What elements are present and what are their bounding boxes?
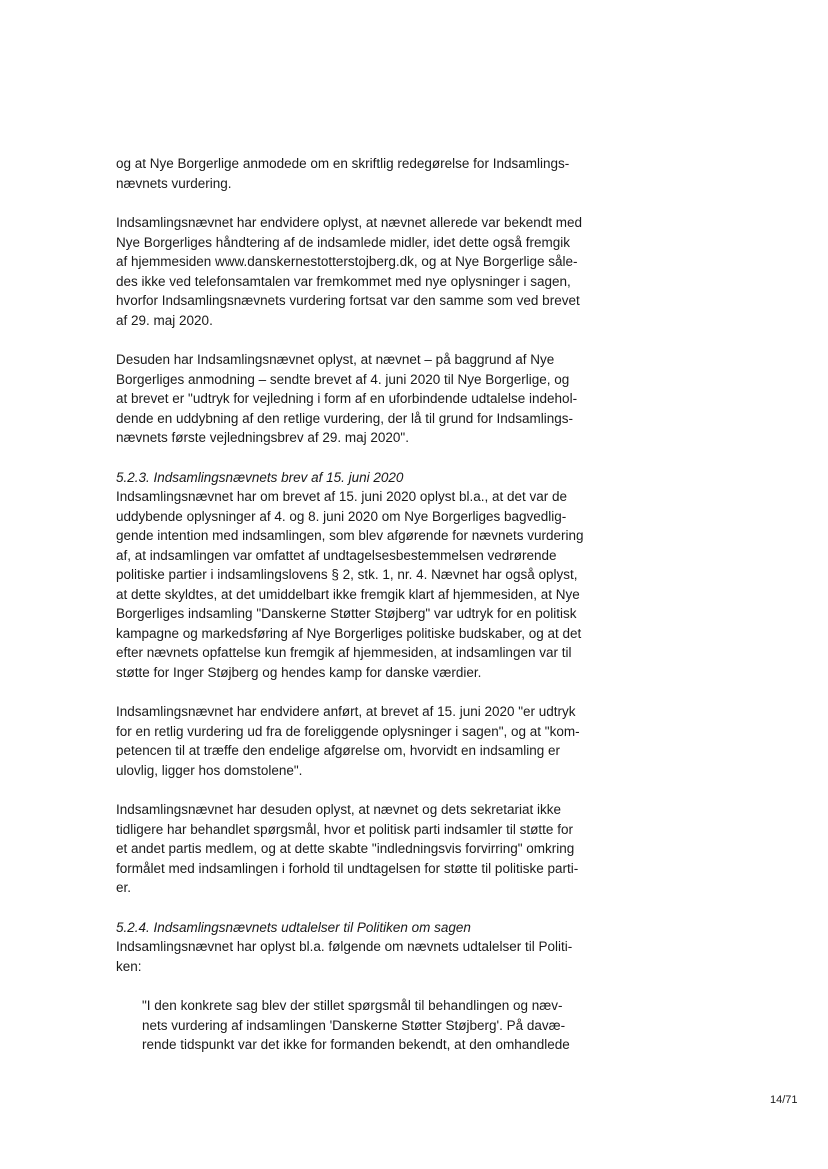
text-line: Indsamlingsnævnet har endvidere anført, at brevet af 15. juni 2020 "er udtryk <box>116 704 576 719</box>
text-line: ulovlig, ligger hos domstolene". <box>116 762 303 778</box>
text-line: tidligere har behandlet spørgsmål, hvor et politisk parti indsamler til støtte for <box>116 821 573 837</box>
text-line: at dette skyldtes, at det umiddelbart ikke fremgik klart af hjemmesiden, at Nye <box>116 586 580 602</box>
document-body <box>116 154 611 1075</box>
section <box>116 918 611 977</box>
text-line: petencen til at træffe den endelige afgørelse om, hvorvidt en indsamling er <box>116 743 561 758</box>
text-line: Indsamlingsnævnet har desuden oplyst, at nævnet og dets sekretariat ikke <box>116 802 561 817</box>
text-line: des ikke ved telefonsamtalen var fremkommet med nye oplysninger i sagen, <box>116 273 571 289</box>
text-line: er. <box>116 880 132 895</box>
paragraph <box>116 213 611 330</box>
page-number: 14/71 <box>770 1094 798 1106</box>
text-line: dende en uddybning af den retlige vurdering, der lå til grund for Indsamlings- <box>116 410 574 426</box>
text-line: hvorfor Indsamlingsnævnets vurdering fortsat var den samme som ved brevet <box>116 293 580 308</box>
text-line: uddybende oplysninger af 4. og 8. juni 2020 om Nye Borgerliges bagvedlig- <box>116 508 567 524</box>
text-line: nævnets vurdering. <box>116 175 232 191</box>
text-line: Borgerliges indsamling "Danskerne Støtter Støjberg" var udtryk for en politisk <box>116 606 577 621</box>
paragraph <box>116 800 611 898</box>
text-line: Indsamlingsnævnet har om brevet af 15. juni 2020 oplyst bl.a., at det var de <box>116 489 568 504</box>
quote-block <box>116 996 611 1055</box>
text-line: politiske partier i indsamlingslovens § 2, stk. 1, nr. 4. Nævnet har også oplyst, <box>116 567 578 582</box>
paragraph <box>116 702 611 780</box>
text-line: for en retlig vurdering ud fra de foreliggende oplysninger i sagen", og at "kom- <box>116 723 580 739</box>
text-line: formålet med indsamlingen i forhold til undtagelsen for støtte til politiske parti- <box>116 860 579 876</box>
text-line: Desuden har Indsamlingsnævnet oplyst, at nævnet – på baggrund af Nye <box>116 352 555 367</box>
section-heading: 5.2.4. Indsamlingsnævnets udtalelser til Politiken om sagen <box>116 919 471 935</box>
text-line: af 29. maj 2020. <box>116 312 213 328</box>
text-line: et andet partis medlem, og at dette skabte "indledningsvis forvirring" omkring <box>116 841 575 856</box>
section-heading: 5.2.3. Indsamlingsnævnets brev af 15. juni 2020 <box>116 469 404 485</box>
paragraph <box>116 350 611 448</box>
text-line: nets vurdering af indsamlingen 'Danskerne Støtter Støjberg'. På davæ- <box>142 1017 566 1033</box>
text-line: gende intention med indsamlingen, som blev afgørende for nævnets vurdering <box>116 528 584 543</box>
text-line: at brevet er "udtryk for vejledning i form af en uforbindende udtalelse indehol- <box>116 391 578 406</box>
text-line: "I den konkrete sag blev der stillet spørgsmål til behandlingen og næv- <box>142 998 563 1013</box>
text-line: og at Nye Borgerlige anmodede om en skriftlig redegørelse for Indsamlings- <box>116 156 570 171</box>
text-line: efter nævnets opfattelse kun fremgik af hjemmesiden, at indsamlingen var til <box>116 645 572 660</box>
text-line: ken: <box>116 958 142 974</box>
text-line: af, at indsamlingen var omfattet af undtagelsesbestemmelsen vedrørende <box>116 547 557 563</box>
text-line: kampagne og markedsføring af Nye Borgerliges politiske budskaber, og at det <box>116 625 582 641</box>
text-line: Indsamlingsnævnet har oplyst bl.a. følgende om nævnets udtalelser til Politi- <box>116 939 573 954</box>
paragraph <box>116 154 611 193</box>
text-line: rende tidspunkt var det ikke for formanden bekendt, at den omhandlede <box>142 1037 570 1052</box>
text-line: Borgerliges anmodning – sendte brevet af 4. juni 2020 til Nye Borgerlige, og <box>116 371 570 387</box>
text-line: Nye Borgerliges håndtering af de indsamlede midler, idet dette også fremgik <box>116 234 571 250</box>
text-line: af hjemmesiden www.danskernestotterstojberg.dk, og at Nye Borgerlige såle- <box>116 254 578 269</box>
text-line: Indsamlingsnævnet har endvidere oplyst, at nævnet allerede var bekendt med <box>116 215 583 230</box>
text-line: støtte for Inger Støjberg og hendes kamp for danske værdier. <box>116 664 482 680</box>
section <box>116 468 611 683</box>
text-line: nævnets første vejledningsbrev af 29. maj 2020". <box>116 430 409 445</box>
